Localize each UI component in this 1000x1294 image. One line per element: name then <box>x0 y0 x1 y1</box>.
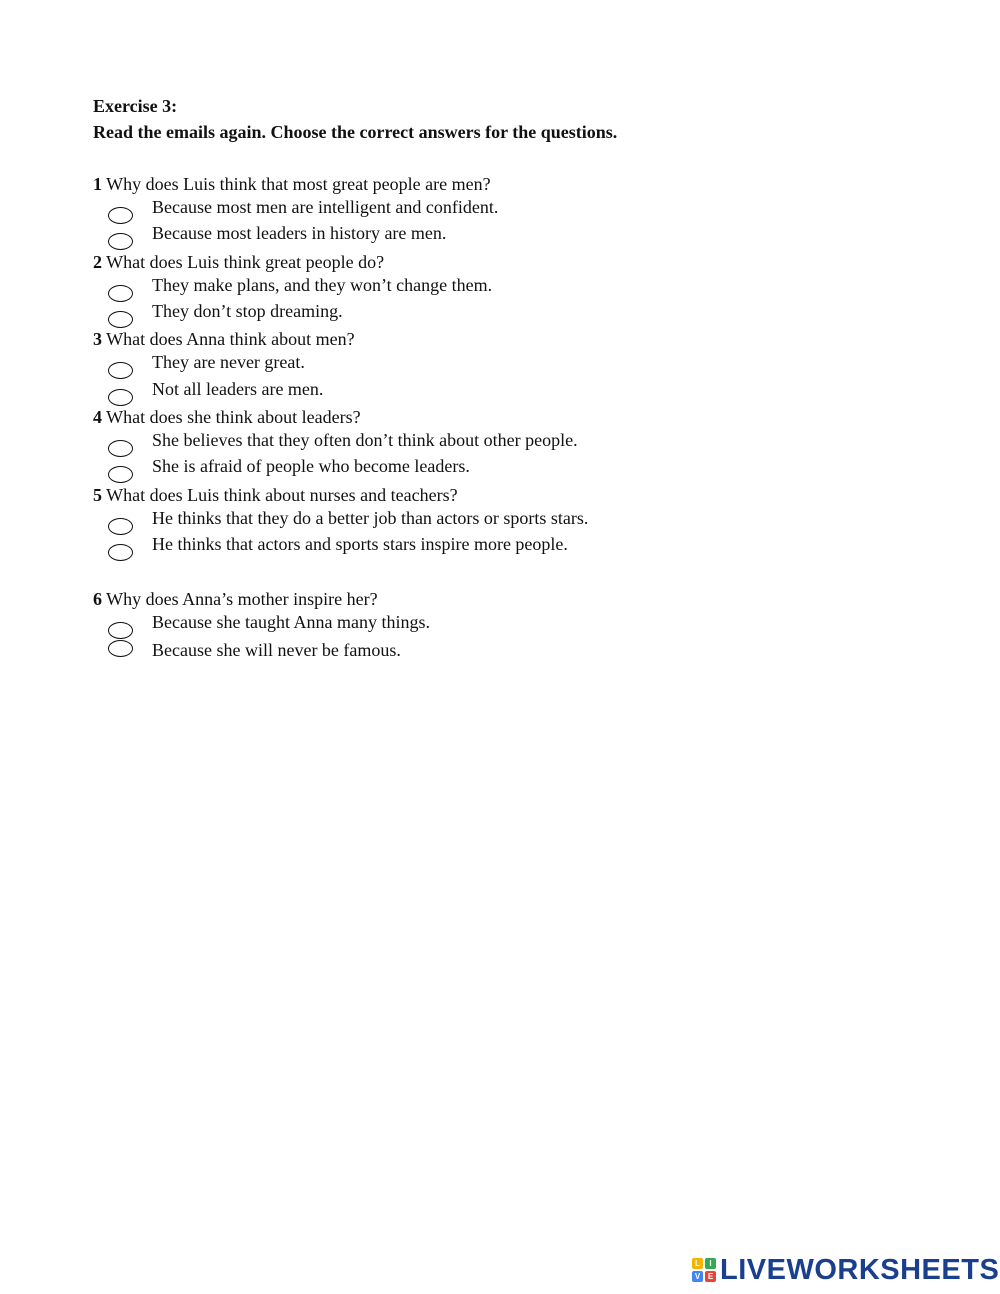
answer-label: They make plans, and they won’t change them. <box>152 275 493 295</box>
question-text: What does she think about leaders? <box>102 407 361 427</box>
radio-button[interactable] <box>108 285 133 302</box>
question-text: What does Luis think about nurses and teachers? <box>102 485 458 505</box>
question-3 <box>93 328 355 350</box>
answer-label: Because she taught Anna many things. <box>152 612 430 632</box>
question-number: 3 <box>93 329 102 349</box>
liveworksheets-logo <box>692 1255 999 1285</box>
question-text: What does Luis think great people do? <box>102 252 385 272</box>
question-number: 6 <box>93 589 102 609</box>
question-5 <box>93 484 458 506</box>
radio-button[interactable] <box>108 544 133 561</box>
radio-button[interactable] <box>108 233 133 250</box>
logo-text: LIVEWORKSHEETS <box>720 1254 1000 1286</box>
answer-label: Because she will never be famous. <box>152 640 401 660</box>
question-2 <box>93 251 384 273</box>
radio-button[interactable] <box>108 207 133 224</box>
logo-mark-letter: E <box>705 1271 716 1282</box>
exercise-instruction: Read the emails again. Choose the correct answers for the questions. <box>93 122 618 142</box>
question-6 <box>93 588 378 610</box>
answer-label: He thinks that they do a better job than actors or sports stars. <box>152 508 589 528</box>
answer-label: She is afraid of people who become leaders. <box>152 456 470 476</box>
radio-button[interactable] <box>108 466 133 483</box>
question-number: 1 <box>93 174 102 194</box>
question-text: Why does Luis think that most great people are men? <box>102 174 491 194</box>
answer-label: They are never great. <box>152 352 305 372</box>
answer-option[interactable] <box>108 534 808 570</box>
radio-button[interactable] <box>108 622 133 639</box>
radio-button[interactable] <box>108 389 133 406</box>
radio-button[interactable] <box>108 518 133 535</box>
exercise-title: Exercise 3: <box>93 96 178 116</box>
question-text: Why does Anna’s mother inspire her? <box>102 589 378 609</box>
answer-option[interactable] <box>108 640 808 666</box>
answer-label: They don’t stop dreaming. <box>152 301 343 321</box>
answer-label: Not all leaders are men. <box>152 379 324 399</box>
answer-label: He thinks that actors and sports stars inspire more people. <box>152 534 568 554</box>
question-number: 2 <box>93 252 102 272</box>
logo-mark-letter: I <box>705 1258 716 1269</box>
answer-label: She believes that they often don’t think about other people. <box>152 430 578 450</box>
question-4 <box>93 406 361 428</box>
question-number: 5 <box>93 485 102 505</box>
radio-button[interactable] <box>108 640 133 657</box>
logo-mark-letter: L <box>692 1258 703 1269</box>
logo-mark-letter: V <box>692 1271 703 1282</box>
question-1 <box>93 173 491 195</box>
radio-button[interactable] <box>108 440 133 457</box>
answer-label: Because most leaders in history are men. <box>152 223 447 243</box>
radio-button[interactable] <box>108 311 133 328</box>
question-number: 4 <box>93 407 102 427</box>
radio-button[interactable] <box>108 362 133 379</box>
logo-mark-icon <box>692 1258 716 1282</box>
answer-label: Because most men are intelligent and confident. <box>152 197 499 217</box>
question-text: What does Anna think about men? <box>102 329 355 349</box>
